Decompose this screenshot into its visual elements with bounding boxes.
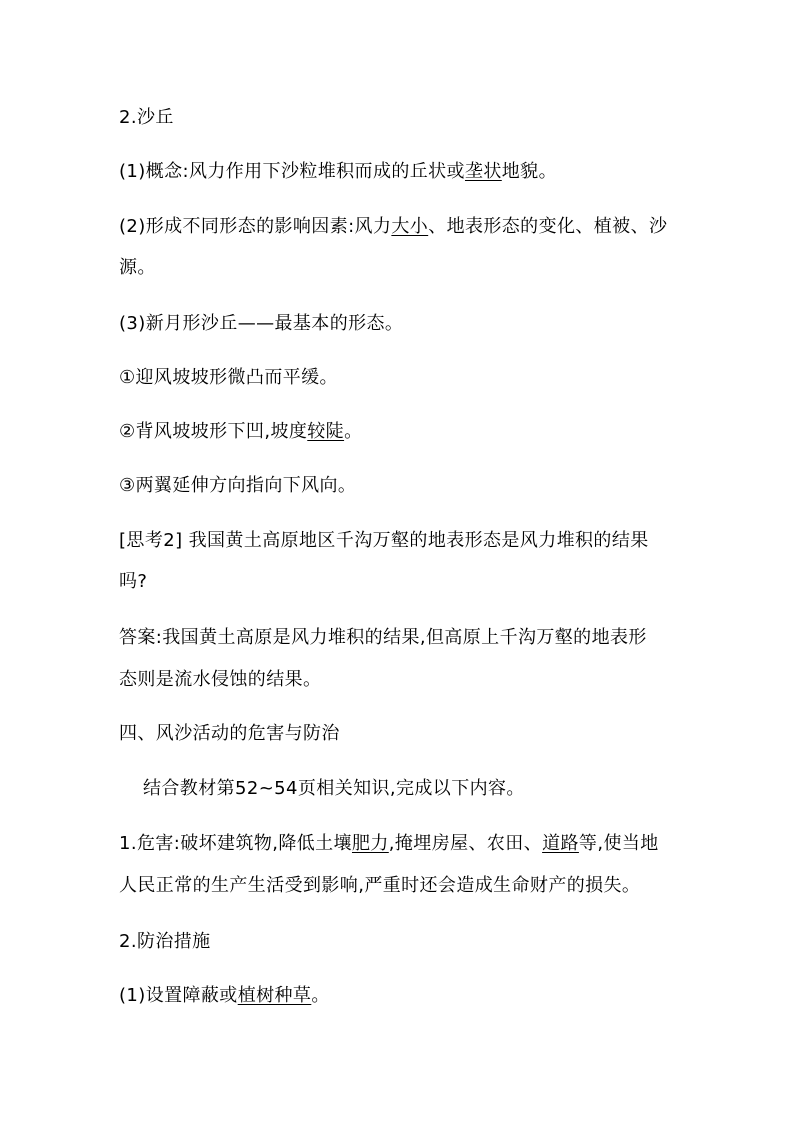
concept-end: 地貌。 [501, 161, 557, 182]
factors-answer: 大小 [391, 216, 429, 237]
answer-line-2: 态则是流水侵蚀的结果。 [119, 669, 322, 690]
leeward-end: 。 [344, 421, 363, 442]
leeward-text: ②背风坡坡形下凹,坡度 [119, 421, 308, 442]
section-title-sand-dune: 2.沙丘 [119, 107, 174, 128]
harm-answer-roads: 道路 [542, 833, 579, 854]
measure-1-line [119, 985, 330, 1007]
section-title-hazards: 四、风沙活动的危害与防治 [119, 723, 340, 744]
harm-text: 1.危害:破坏建筑物,降低土壤 [119, 833, 352, 854]
answer-line-1: 答案:我国黄土高原是风力堆积的结果,但高原上千沟万壑的地表形 [119, 627, 647, 648]
leeward-answer: 较陡 [307, 421, 345, 442]
harm-line-1 [119, 833, 659, 855]
harm-answer-fertility: 肥力 [351, 833, 389, 854]
measure-1-end: 。 [311, 985, 330, 1006]
factors-line [119, 216, 667, 238]
concept-answer: 垄状 [464, 161, 502, 182]
concept-text: (1)概念:风力作用下沙粒堆积而成的丘状或 [119, 161, 465, 182]
leeward-slope-line [119, 421, 362, 443]
factors-line-2: 源。 [119, 257, 156, 278]
think-question-line-2: 吗? [119, 571, 148, 592]
intro-line: 结合教材第52~54页相关知识,完成以下内容。 [143, 778, 525, 799]
harm-end: 等,使当地 [578, 833, 659, 854]
measure-1-text: (1)设置障蔽或 [119, 985, 238, 1006]
harm-mid: ,掩埋房屋、农田、 [388, 833, 543, 854]
factors-text: (2)形成不同形态的影响因素:风力 [119, 216, 392, 237]
think-question-line-1: [思考2] 我国黄土高原地区千沟万壑的地表形态是风力堆积的结果 [119, 530, 649, 551]
windward-slope-line: ①迎风坡坡形微凸而平缓。 [119, 367, 338, 388]
factors-end: 、地表形态的变化、植被、沙 [428, 216, 668, 237]
concept-line [119, 161, 557, 183]
measure-1-answer: 植树种草 [237, 985, 312, 1006]
crescent-dune-line: (3)新月形沙丘——最基本的形态。 [119, 313, 404, 334]
measures-title: 2.防治措施 [119, 931, 211, 952]
wings-line: ③两翼延伸方向指向下风向。 [119, 475, 357, 496]
harm-line-2: 人民正常的生产生活受到影响,严重时还会造成生命财产的损失。 [119, 875, 641, 896]
